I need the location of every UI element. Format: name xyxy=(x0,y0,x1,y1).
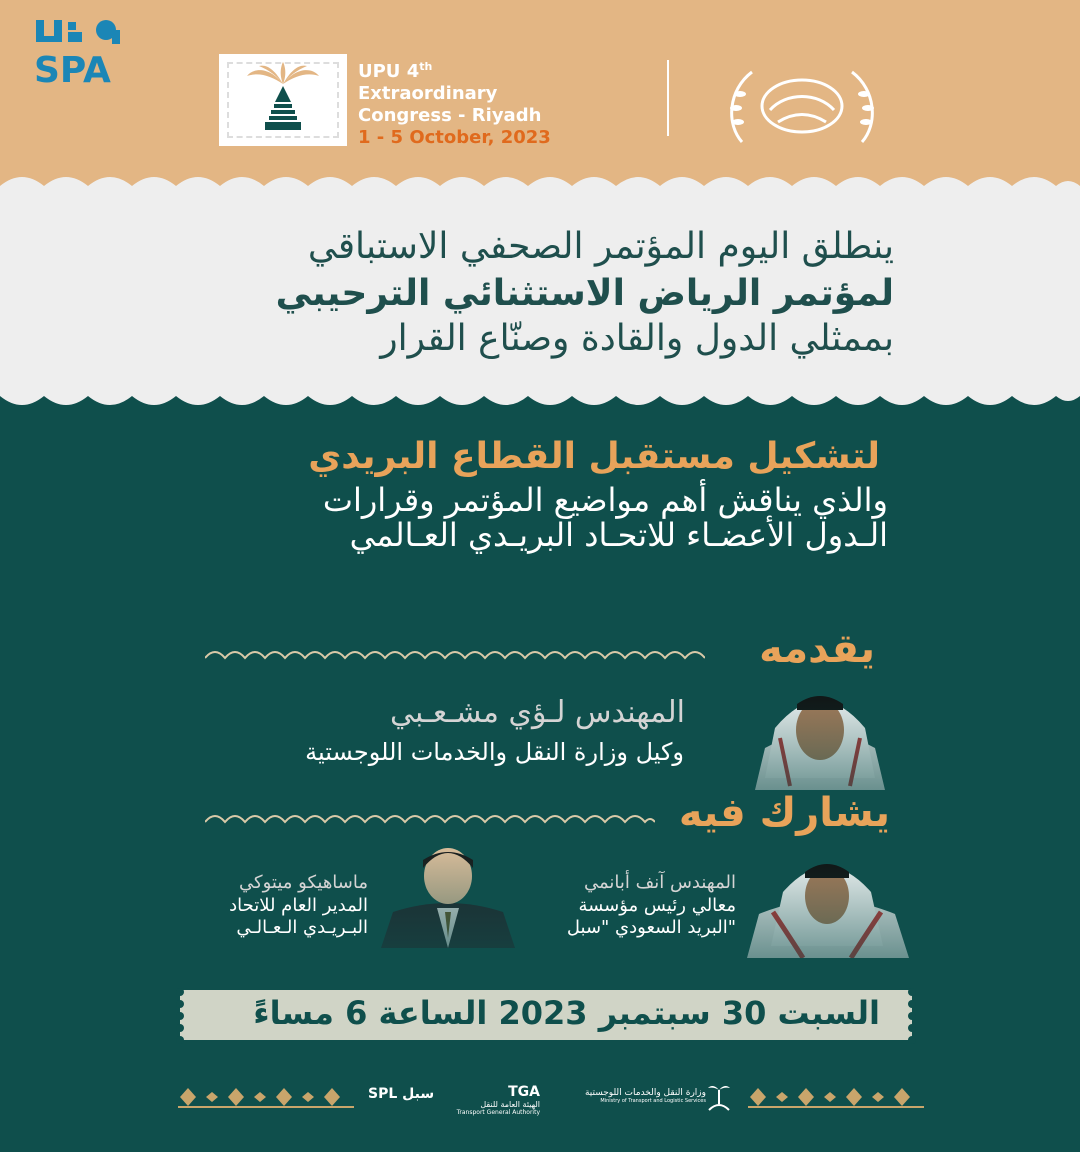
footer-pattern-left xyxy=(178,1086,354,1108)
tga-logo-en: Transport General Authority xyxy=(456,1109,540,1116)
palm-swords-icon xyxy=(706,1082,732,1112)
presenter-name: المهندس لـؤي مشـعـبي xyxy=(390,695,685,730)
upu-emblem-icon xyxy=(722,64,882,148)
participant-1-photo xyxy=(733,842,921,958)
participant-1-title-1: معالي رئيس مؤسسة xyxy=(578,895,736,916)
subhead-line-1: والذي يناقش أهم مواضيع المؤتمر وقرارات xyxy=(322,481,888,519)
ministry-logo-en: Ministry of Transport and Logistic Services xyxy=(600,1098,706,1104)
presenter-label: يقدمه xyxy=(759,626,875,672)
participant-2-title-2: البـريـدي الـعـالـي xyxy=(236,917,368,938)
spl-logo-text: SPL سبل xyxy=(368,1086,435,1102)
scallop-top xyxy=(0,172,1080,202)
headline-line-3: بممثلي الدول والقادة وصنّاع القرار xyxy=(380,318,894,359)
footer-pattern-right xyxy=(748,1086,924,1108)
header-divider xyxy=(667,60,669,136)
tga-logo-title: TGA xyxy=(508,1084,540,1100)
event-line-3: Congress - Riyadh xyxy=(358,105,542,126)
tga-logo xyxy=(450,1084,540,1116)
subhead-orange: لتشكيل مستقبل القطاع البريدي xyxy=(308,436,880,477)
wave-divider-2 xyxy=(205,810,655,824)
event-dates: 1 - 5 October, 2023 xyxy=(358,127,551,148)
spa-logo xyxy=(34,18,126,86)
participant-2-photo xyxy=(377,838,519,948)
subhead-line-2: الـدول الأعضـاء للاتحـاد البريـدي العـالمي xyxy=(349,516,888,554)
tga-logo-ar: الهيئة العامة للنقل xyxy=(480,1100,540,1109)
scallop-bottom xyxy=(0,380,1080,410)
presenter-title: وكيل وزارة النقل والخدمات اللوجستية xyxy=(305,738,684,766)
participants-label: يشارك فيه xyxy=(678,790,890,836)
headline-line-1: ينطلق اليوم المؤتمر الصحفي الاستباقي xyxy=(307,226,894,267)
presenter-photo xyxy=(735,678,905,790)
event-date-text: السبت 30 سبتمبر 2023 الساعة 6 مساءً xyxy=(253,994,880,1032)
event-title-block xyxy=(358,56,658,149)
ministry-logo xyxy=(556,1088,706,1104)
wave-divider-1 xyxy=(205,646,705,660)
spa-logo-text: SPA xyxy=(34,50,111,86)
participant-2-name: ماساهيكو ميتوكي xyxy=(239,872,368,893)
participant-2-title-1: المدير العام للاتحاد xyxy=(229,895,368,916)
event-line-1: UPU 4th xyxy=(358,60,433,82)
headline-line-2: لمؤتمر الرياض الاستثنائي الترحيبي xyxy=(275,273,894,314)
participant-1-title-2: "البريد السعودي "سبل xyxy=(566,917,736,938)
event-line-2: Extraordinary xyxy=(358,83,498,104)
spl-logo xyxy=(368,1086,434,1102)
participant-1-name: المهندس آنف أبانمي xyxy=(583,872,736,893)
stamp-logo xyxy=(219,54,347,146)
ministry-logo-ar: وزارة النقل والخدمات اللوجستية xyxy=(584,1088,706,1098)
palm-tower-icon xyxy=(219,54,347,146)
